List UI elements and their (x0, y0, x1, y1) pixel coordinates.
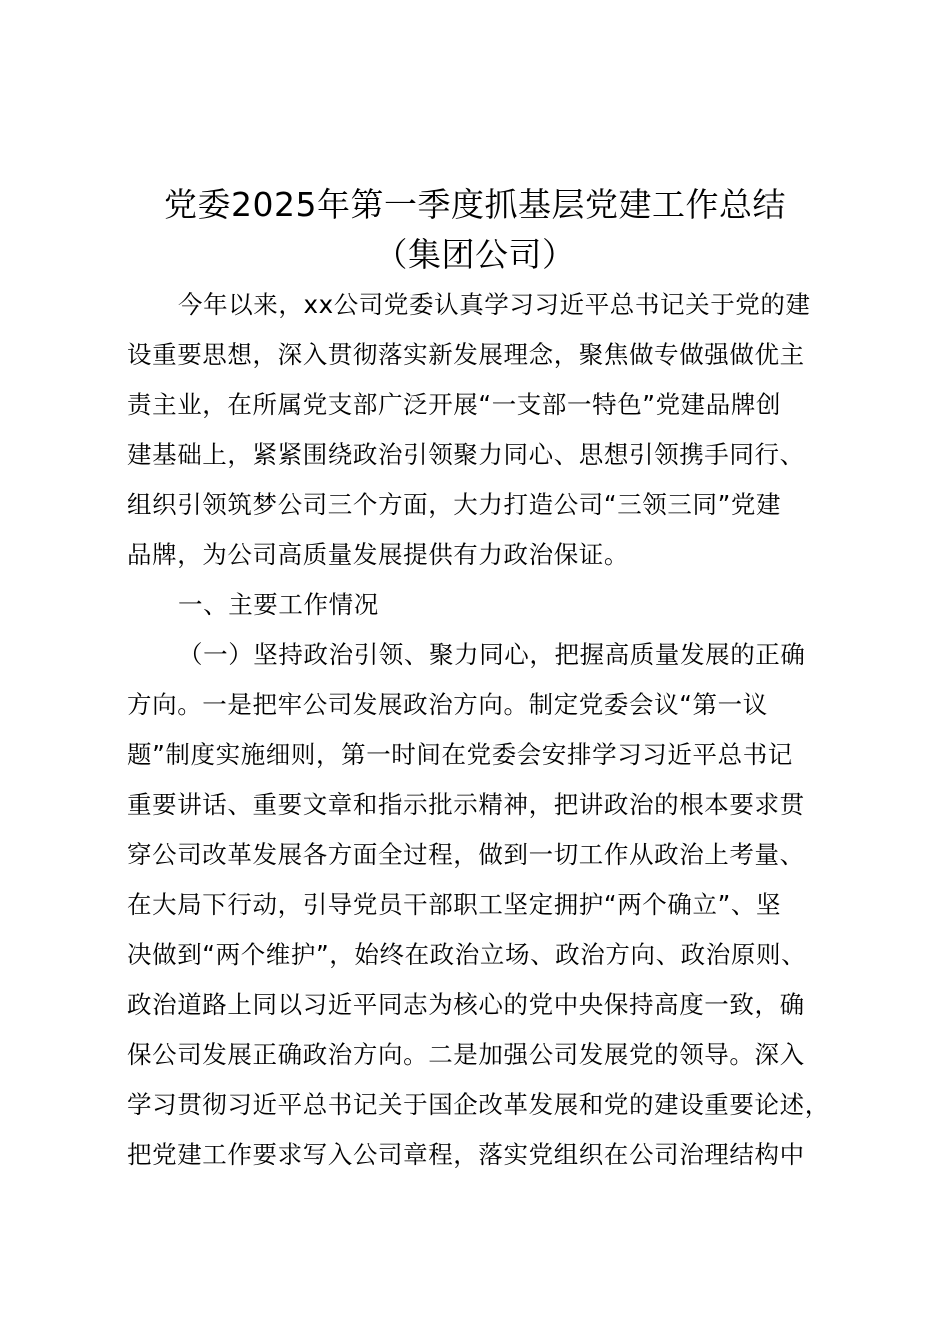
paragraph-line: 组织引领筑梦公司三个方面，大力打造公司“三领三同”党建 (127, 490, 782, 519)
paragraph-line: 设重要思想，深入贯彻落实新发展理念，聚焦做专做强做优主 (127, 340, 805, 369)
paragraph-line: 政治道路上同以习近平同志为核心的党中央保持高度一致，确 (127, 990, 805, 1019)
paragraph-line: 题”制度实施细则，第一时间在党委会安排学习习近平总书记 (127, 740, 793, 769)
paragraph-line: 责主业，在所属党支部广泛开展“一支部一特色”党建品牌创 (127, 390, 782, 419)
paragraph-line: （一）坚持政治引领、聚力同心，把握高质量发展的正确 (178, 640, 806, 669)
paragraph-line: 学习贯彻习近平总书记关于国企改革发展和党的建设重要论述， (127, 1090, 830, 1119)
paragraph-line: 穿公司改革发展各方面全过程，做到一切工作从政治上考量、 (127, 840, 805, 869)
document-title: 党委2025年第一季度抓基层党建工作总结 (164, 185, 786, 224)
paragraph-line: 重要讲话、重要文章和指示批示精神，把讲政治的根本要求贯 (127, 790, 805, 819)
paragraph-line: 今年以来，xx公司党委认真学习习近平总书记关于党的建 (178, 290, 811, 319)
paragraph-line: 方向。一是把牢公司发展政治方向。制定党委会议“第一议 (127, 690, 768, 719)
paragraph-line: 在大局下行动，引导党员干部职工坚定拥护“两个确立”、坚 (127, 890, 782, 919)
section-heading: 一、主要工作情况 (178, 590, 379, 619)
paragraph-line: 把党建工作要求写入公司章程，落实党组织在公司治理结构中 (127, 1140, 805, 1169)
paragraph-line: 决做到“两个维护”，始终在政治立场、政治方向、政治原则、 (127, 940, 807, 969)
paragraph-line: 建基础上，紧紧围绕政治引领聚力同心、思想引领携手同行、 (127, 440, 805, 469)
document-subtitle: （集团公司） (374, 235, 576, 274)
paragraph-line: 保公司发展正确政治方向。二是加强公司发展党的领导。深入 (127, 1040, 805, 1069)
paragraph-line: 品牌，为公司高质量发展提供有力政治保证。 (127, 540, 629, 569)
